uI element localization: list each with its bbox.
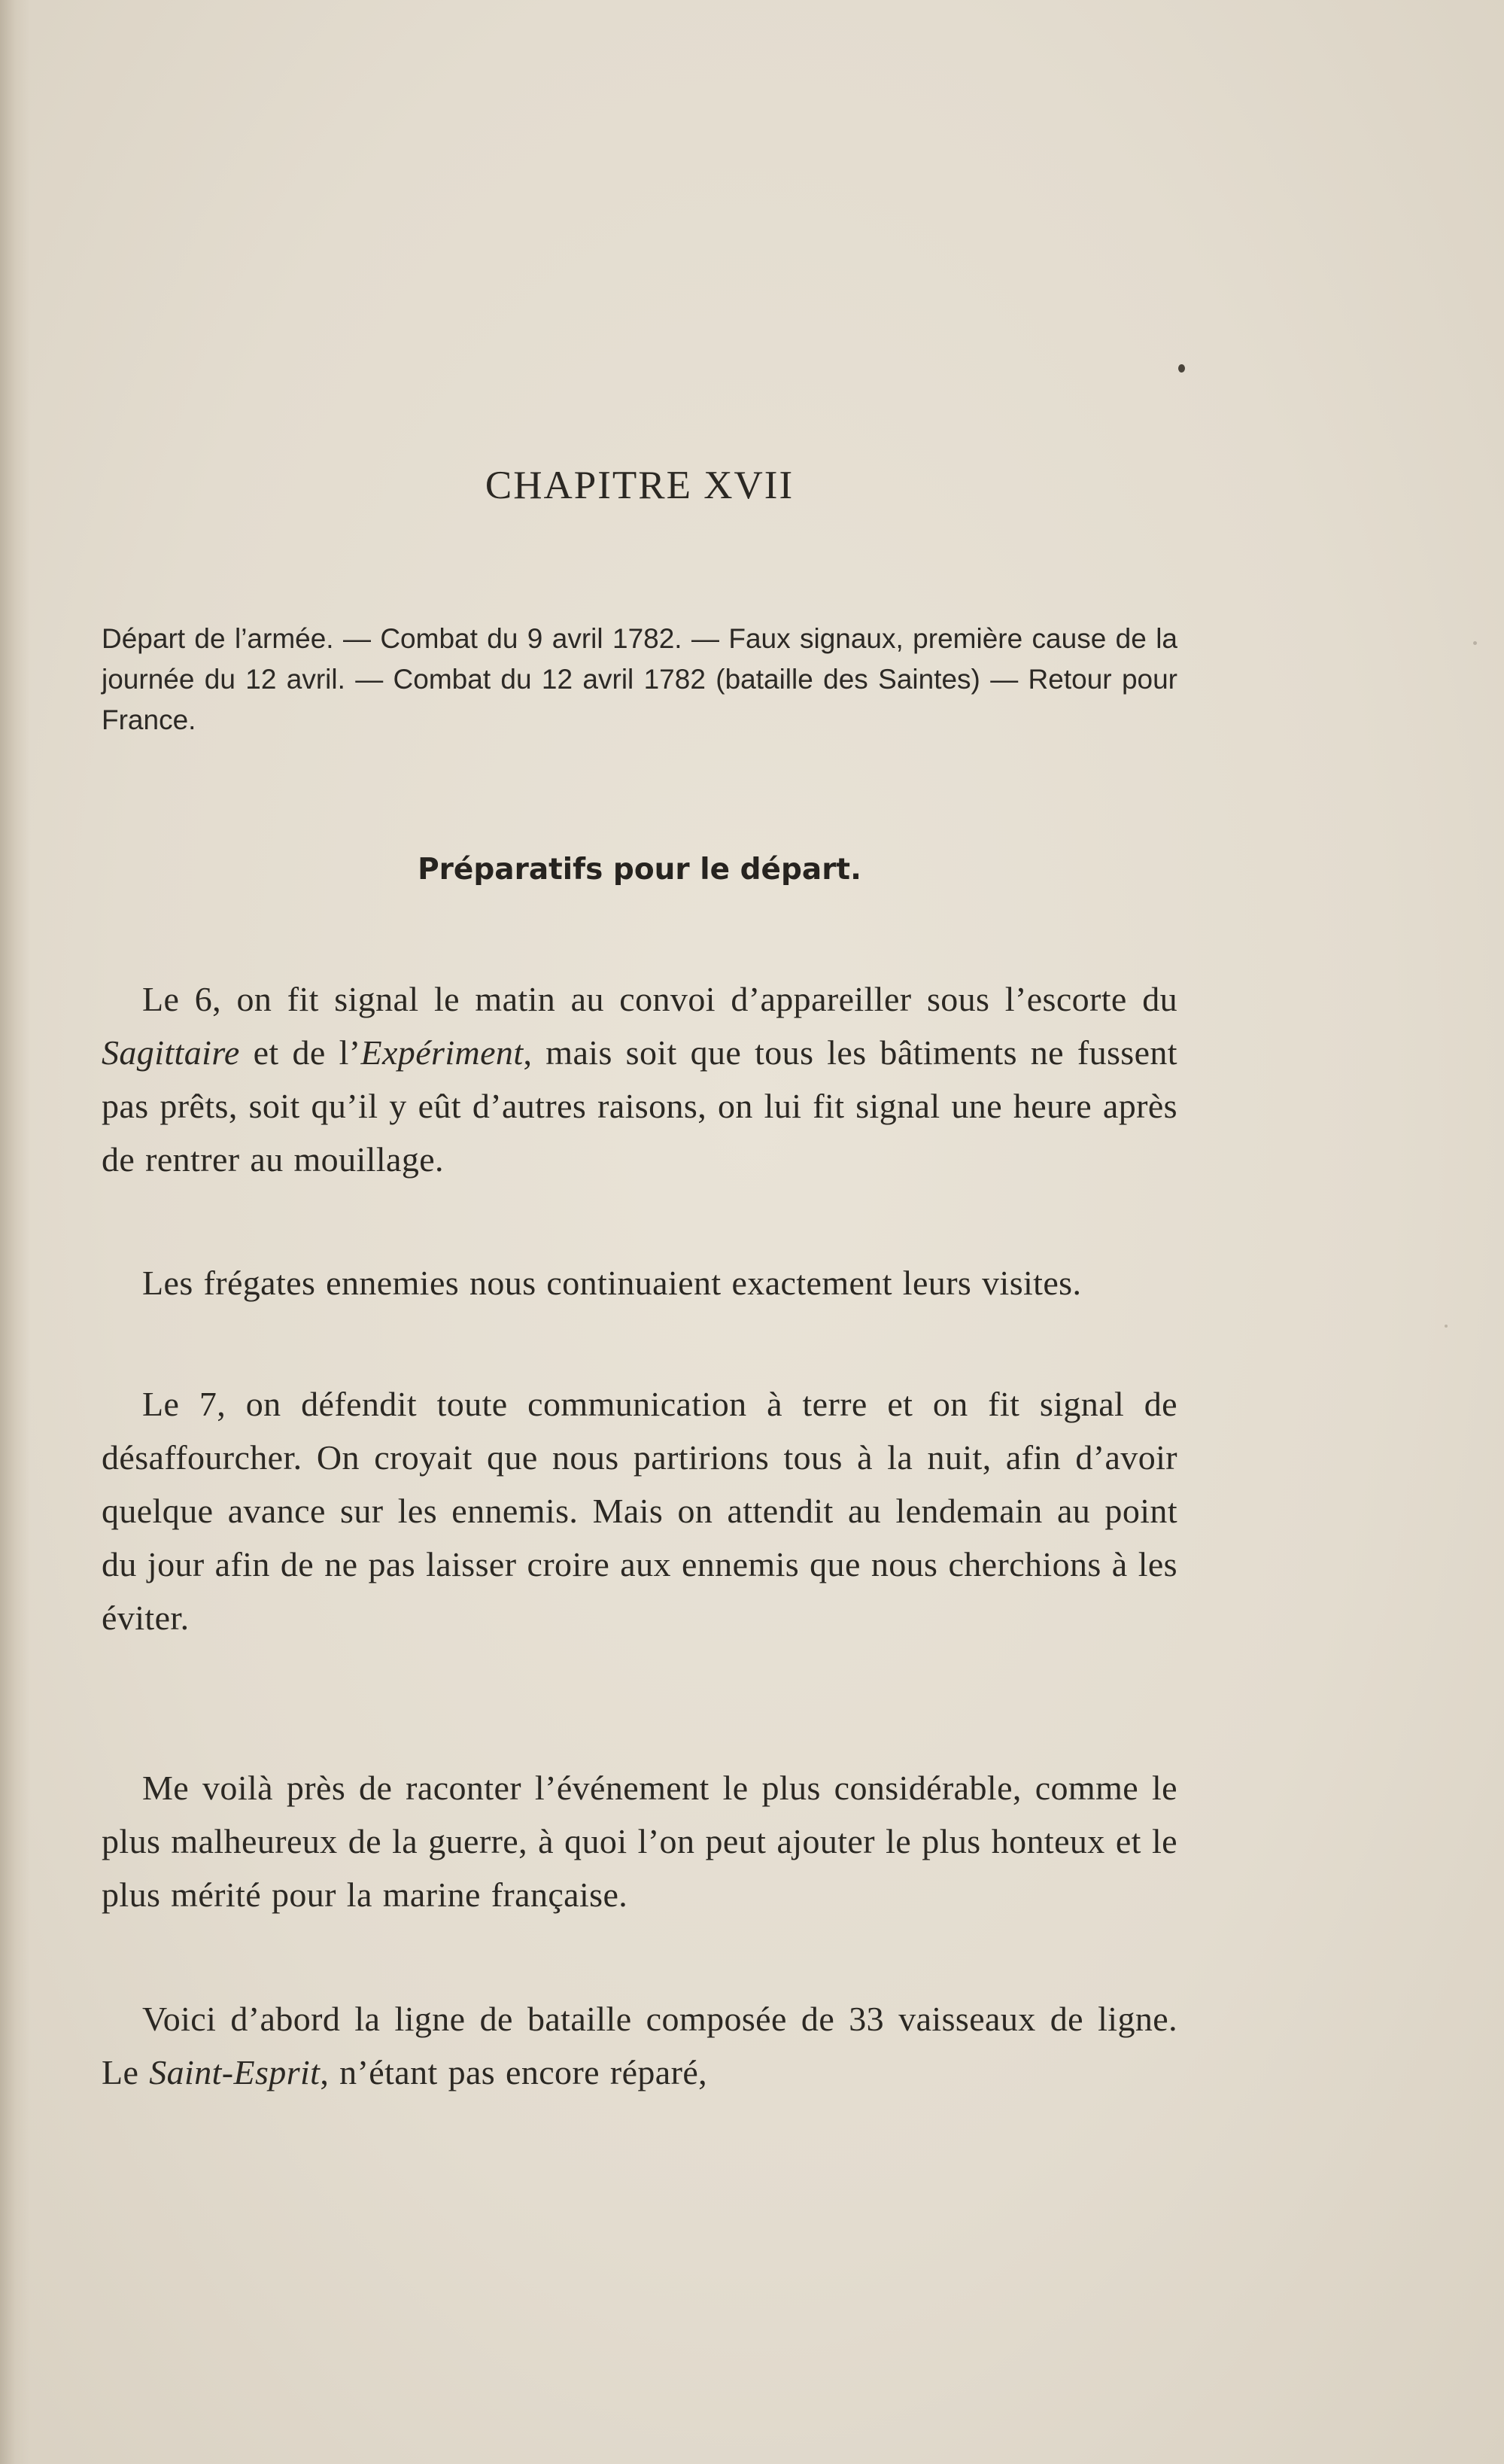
binding-shadow: [0, 0, 30, 2464]
chapter-title: CHAPITRE XVII: [485, 464, 795, 507]
paper-speck: [1445, 1325, 1448, 1328]
paragraph-1-text-c: , mais soit que tous les bâtiments ne fussent pas prêts, soit qu’il y eût d’autres raisons, on lui fit signal une heure après de rentrer au mouillage.: [102, 1033, 1177, 1179]
ship-name-sagittaire: Sagittaire: [102, 1033, 240, 1072]
section-heading: Préparatifs pour le départ.: [418, 853, 861, 887]
paragraph-1-text-a: Le 6, on fit signal le matin au convoi d’appareiller sous l’escorte du: [142, 980, 1177, 1018]
ship-name-experiment: Expériment: [360, 1033, 524, 1072]
chapter-summary: Départ de l’armée. — Combat du 9 avril 1782. — Faux signaux, première cause de la journée du 12 avril. — Combat du 12 avril 1782 (bataille des Saintes) — Retour pour France.: [102, 623, 1177, 735]
paragraph-4: Me voilà près de raconter l’événement le plus considérable, comme le plus malheureux de la guerre, à quoi l’on peut ajouter le plus honteux et le plus mérité pour la marine française.: [102, 1769, 1177, 1914]
paragraph-2: Les frégates ennemies nous continuaient exactement leurs visites.: [142, 1264, 1082, 1302]
paragraph-5-text-a: Voici d’abord la ligne de bataille composée de 33 vaisseaux de ligne. Le: [102, 2000, 1177, 2091]
paragraph-3: Le 7, on défendit toute communication à terre et on fit signal de désaffourcher. On croyait que nous partirions tous à la nuit, afin d’avoir quelque avance sur les ennemis. Mais on attendit au lendemain au point du jour afin de ne pas laisser croire aux ennemis que nous cherchions à les éviter.: [102, 1385, 1177, 1637]
paper-speck: [1473, 641, 1477, 645]
paragraph-5: [102, 1992, 1177, 2099]
ship-name-saint-esprit: Saint-Esprit: [149, 2053, 321, 2091]
paragraph-5-text-b: , n’étant pas encore réparé,: [320, 2053, 708, 2091]
paragraph-1: [102, 972, 1177, 1186]
ink-speck: [1178, 364, 1185, 373]
paragraph-1-text-b: et de l’: [239, 1033, 361, 1072]
